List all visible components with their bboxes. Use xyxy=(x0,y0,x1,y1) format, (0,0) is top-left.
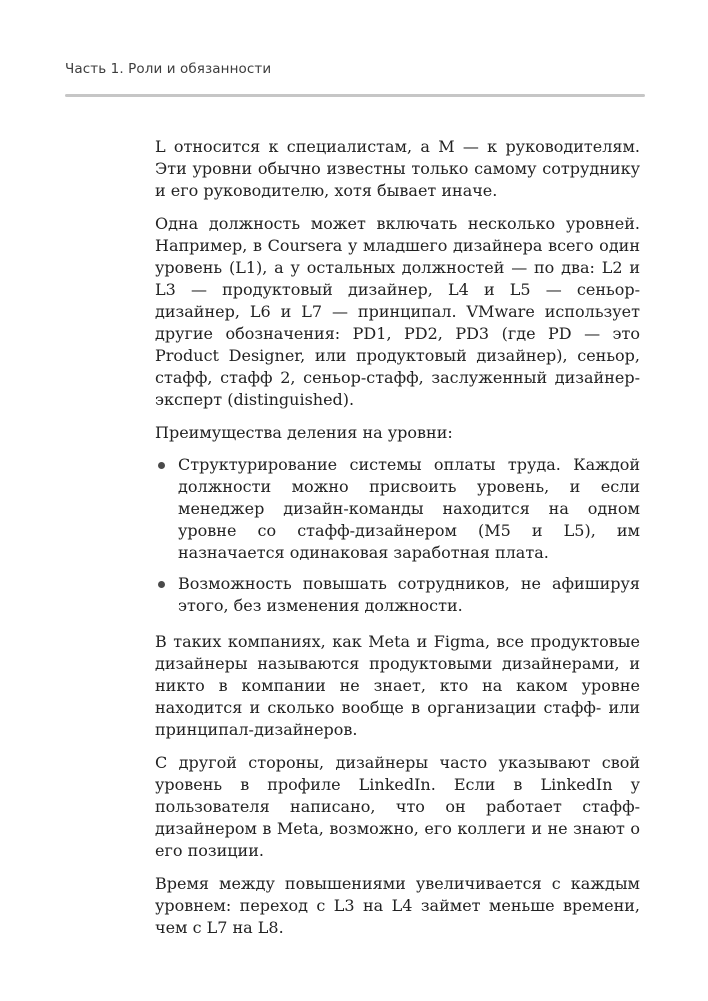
paragraph-meta-figma: В таких компаниях, как Meta и Figma, все продуктовые дизайнеры называются продуктовыми дизайнерами, и никто в компании не знает, кто на каком уровне находится и сколько вообще в организации стафф- или принципал-дизайнеров. xyxy=(155,632,640,739)
paragraph-levels-examples: Одна должность может включать несколько уровней. Например, в Coursera у младшего дизайнера всего один уровень (L1), а у остальных должностей — по два: L2 и L3 — продуктовый дизайнер, L4 и L5 — сеньор-дизайнер, L6 и L7 — принципал. VMware использует другие обозначения: PD1, PD2, PD3 (где PD — это Product Designer, или продуктовый дизайнер), сеньор, стафф, стафф 2, сеньор-стафф, заслуженный дизайнер-эксперт (distinguished). xyxy=(155,214,640,409)
list-item-text: Структурирование системы оплаты труда. Каждой должности можно присвоить уровень, и если менеджер дизайн-команды находится на одном уровне со стафф-дизайнером (M5 и L5), им назначается одинаковая заработная плата. xyxy=(178,455,640,562)
page-body xyxy=(155,136,640,950)
benefits-list xyxy=(155,454,640,617)
benefits-heading: Преимущества деления на уровни: xyxy=(155,423,453,442)
paragraph-linkedin: С другой стороны, дизайнеры часто указывают свой уровень в профиле LinkedIn. Если в LinkedIn у пользователя написано, что он работает стафф-дизайнером в Meta, возможно, его коллеги и не знают о его позиции. xyxy=(155,753,640,860)
list-item xyxy=(155,573,640,617)
bullet-icon xyxy=(158,462,165,469)
paragraph-levels-intro: L относится к специалистам, а M — к руководителям. Эти уровни обычно известны только самому сотруднику и его руководителю, хотя бывает иначе. xyxy=(155,137,640,200)
paragraph-promotion-time: Время между повышениями увеличивается с каждым уровнем: переход с L3 на L4 займет меньше времени, чем с L7 на L8. xyxy=(155,874,640,937)
header-rule xyxy=(65,94,645,97)
list-item xyxy=(155,454,640,564)
running-head: Часть 1. Роли и обязанности xyxy=(65,61,272,77)
list-item-text: Возможность повышать сотрудников, не афишируя этого, без изменения должности. xyxy=(178,574,640,615)
bullet-icon xyxy=(158,581,165,588)
